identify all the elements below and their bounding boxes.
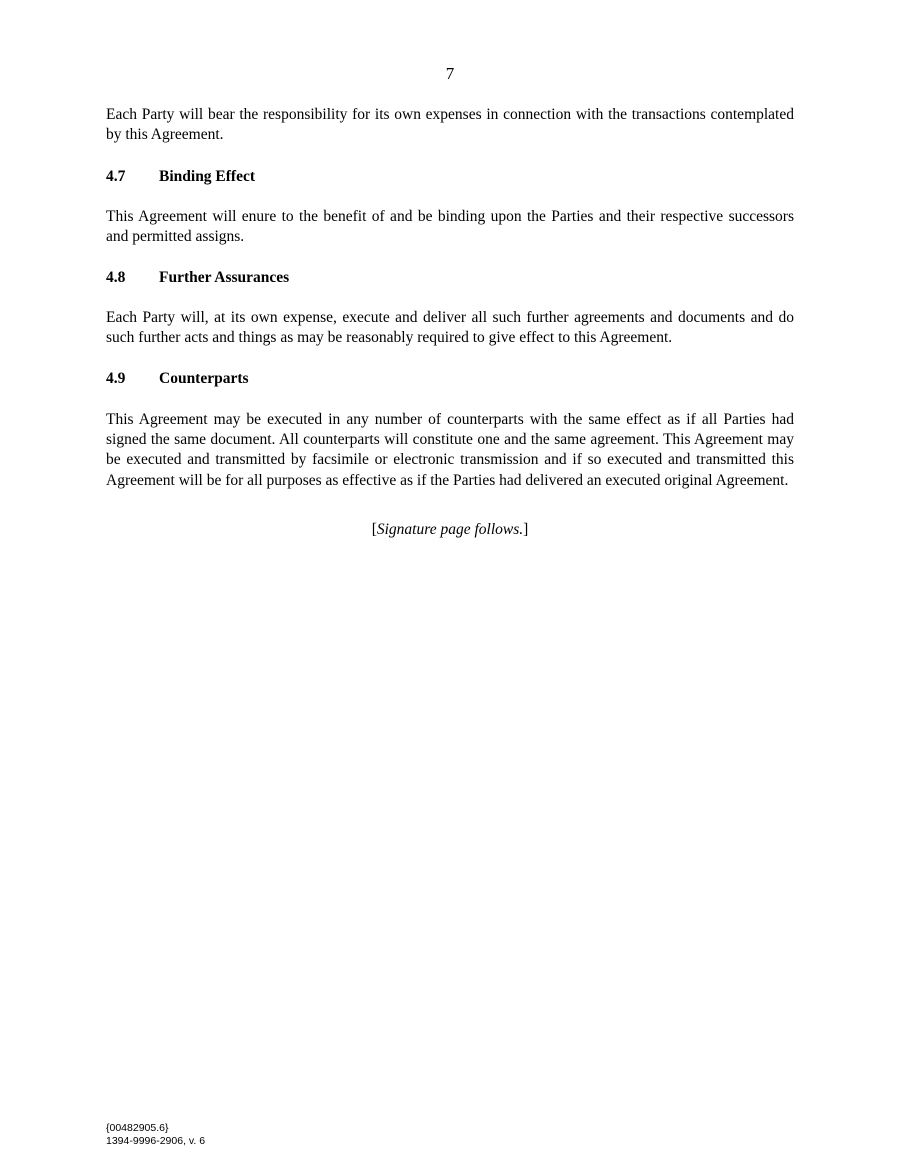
section-title: Counterparts [159,370,249,387]
footer-version: 1394-9996-2906, v. 6 [106,1135,206,1147]
signature-page-note [0,520,900,540]
section-body-4-9: This Agreement may be executed in any number of counterparts with the same effect as if all Parties had signed the same document. All counterparts will constitute one and the same agreement. This Agreement may be executed and transmitted by facsimile or electronic transmission and if so executed and transmitted this Agreement will be for all purposes as effective as if the Parties had delivered an executed original Agreement. [106,411,794,489]
section-number: 4.7 [106,168,126,185]
section-body-4-8: Each Party will, at its own expense, execute and deliver all such further agreements and documents and do such further acts and things as may be reasonably required to give effect to this Agreement. [106,309,794,347]
signature-note-text: Signature page follows. [376,521,524,538]
section-number: 4.8 [106,269,126,286]
section-number: 4.9 [106,370,126,387]
intro-paragraph: Each Party will bear the responsibility for its own expenses in connection with the transactions contemplated by this Agreement. [106,106,794,144]
section-heading-4-7 [106,167,255,187]
section-title: Binding Effect [159,168,256,185]
section-title: Further Assurances [159,269,290,286]
page-number: 7 [445,64,455,83]
open-bracket: [ [371,521,377,538]
footer-doc-id: {00482905.6} [106,1122,169,1134]
section-heading-4-8 [106,268,289,288]
section-body-4-7: This Agreement will enure to the benefit of and be binding upon the Parties and their respective successors and permitted assigns. [106,208,794,246]
close-bracket: ] [523,521,529,538]
section-heading-4-9 [106,369,249,389]
document-footer [106,1122,205,1148]
